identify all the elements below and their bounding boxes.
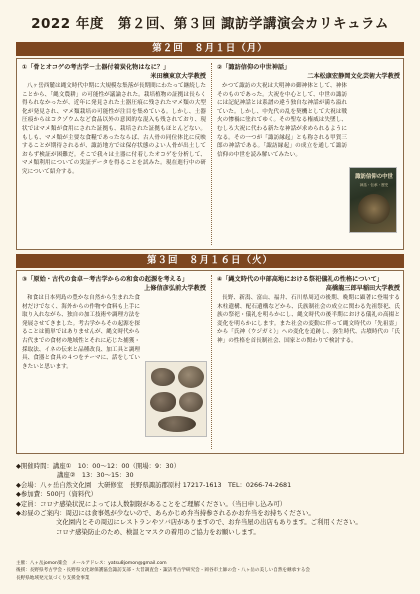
lecture-3-heading: ③「原始・古代の食卓－考古学からの和食の起源を考える」	[22, 276, 189, 283]
artifact-item-2	[178, 366, 204, 388]
artifact-photo	[145, 361, 207, 437]
session2-banner: 第２回 ８月１日（月）	[16, 42, 404, 56]
session2-box	[16, 58, 404, 250]
artifact-item-3	[150, 392, 176, 412]
session2-divider	[211, 63, 212, 245]
book-cover-image	[349, 167, 397, 233]
lecture-2-body: かつて諏訪の大祝は大明神の御神体として、神体そのものであった。大祝を中心として、中世の諏訪には記紀神話とは系譜の違う独自な神話が満ち溢れていた。しかし、中先代の乱を契機として大祝は戦火の惨禍に塗れてゆく。その聖なる権威は失墜し、むしろ大祝に代わる新たな神話が求められるようになる。その一つが「諏訪縁起」とも称される甲賀三郎の神話である。「諏訪縁起」の成立を通して諏訪信仰の中世を読み解いてみたい。	[217, 83, 347, 158]
info-venue: ◆会場：八ヶ岳自然文化園 大研修室 長野県諏訪郡原村 17217-1613 TEL：0266-74-2681	[16, 480, 292, 489]
artifact-item-4	[179, 392, 203, 412]
artifact-item-5	[158, 416, 196, 432]
footer-sponsors: 後援：長野県考古学会・長野県文化財保護協会諏訪支部・大昔調査会・諏訪考古学研究会・岡谷市土師の会・八ヶ岳の美しい自然を継承する会	[16, 568, 311, 574]
lecture-2-heading: ②「諏訪信仰の中世神話」	[217, 64, 291, 71]
lecture-1	[22, 63, 206, 177]
session3-divider	[211, 275, 212, 449]
lecture-2	[217, 63, 400, 159]
book-cover-subtitle: 神話・伝承・歴史	[359, 183, 389, 187]
lecture-4-body: 長野、新潟、富山、福井、石川県周辺の後期、晩期に顕著に登場する木柱遺構、配石遺構などから、氏族制社会の成立に関わる先祖祭祀、氏族の祭祀・儀礼を明らかにし、縄文時代の後半期における儀礼の高揚と変化を明らかにします。また社会の変動に伴って縄文時代の「先祖霊」から「氏神（ウジガミ）」への変化を追跡し、弥生時代、古墳時代の「氏神」の性格を首長制社会、国家との関わりで検討する。	[217, 295, 400, 344]
lecture-2-speaker: 二本松康宏静岡文化芸術大学教授	[307, 73, 400, 80]
session3-box	[16, 270, 404, 454]
info-time-1: ◆開催時間：講座① 10：00～12：00（開場：9：30）	[16, 462, 181, 470]
footer	[16, 560, 404, 582]
artifact-item-1	[151, 368, 175, 386]
lecture-4-speaker: 高橋龍三郎早稲田大学教授	[325, 285, 400, 292]
book-cover-figure	[358, 194, 390, 224]
footer-support: 長野県地域発元気づくり支援金事業	[16, 575, 90, 581]
info-lunch-2: 文化園内とその周辺にレストランやソバ店がありますので、お弁当屋の出店もあります。ご利用ください。	[56, 518, 362, 527]
page-title: 2022 年度 第２回、第３回 諏訪学講演会カリキュラム	[31, 16, 389, 32]
info-capacity: ◆定員：コロナ感染状況によっては人数制限があることをご理解ください。（当日申し込み可）	[16, 499, 287, 508]
session3-banner: 第３回 ８月１６日（火）	[16, 254, 404, 268]
lecture-4-heading: ④「縄文時代の中部高地における祭祀儀礼の性格について」	[217, 276, 383, 283]
book-cover-title: 諏訪信仰の中世	[355, 174, 393, 180]
footer-organizer: 主催：八ヶ岳jomon楽会 メールアドレス：yatsu8jomon@gmail.com	[16, 561, 167, 566]
info-time-2: 講座② 13：30～15：30	[57, 471, 134, 480]
lecture-3	[22, 275, 206, 371]
info-lunch: ◆お昼のご案内：周辺には食事処が少ないので、あらかじめ弁当持参されるかお弁当をお持ちください。	[16, 509, 315, 518]
event-info	[16, 462, 404, 537]
info-fee: ◆参加費：500円（資料代）	[16, 490, 98, 499]
lecture-1-heading: ①「骨とオコゲの考古学－土器付着炭化物はなに？」	[22, 64, 170, 71]
lecture-4	[217, 275, 400, 346]
lecture-3-speaker: 上條信彦弘前大学教授	[144, 285, 206, 292]
lecture-1-speaker: 米田穣東京大学教授	[150, 73, 206, 80]
lecture-1-body: 八ヶ岳西麓は縄文時代中期に大規模な集落が長期間にわたって継続したことから、「縄文農耕」の可能性が議論された。栽培植物の証拠は長らく得られなかったが、近年に発見された土器圧痕に残されたマメ類の大型化が発見され、マメ類栽培の可能性が注目を集めている。しかし、土器圧痕からはコクゾウムなど食品以外の意図的な混入も残されており、現状ではマメ類が食用にされた証拠も、栽培された証拠もほとんどない。もしも、マメ類が主要な食糧であったならば、古人骨の同位体比に反映することが期待されるが、諏訪地方では保存状態のよい人骨が出土しておらず検証が困難だ。そこで我々は土器に付着したオコゲを分析して、マメ類利用についての実証データを得ることを試みた。現在進行中の研究について紹介する。	[22, 83, 207, 175]
info-covid: コロナ感染防止のため、検温とマスクの着用のご協力をお願いします。	[56, 527, 260, 536]
lecture-3-body: 和食は日本列島の豊かな自然から生まれた食材だけでなく、海外からの作物や食料も上手に取り入れながら、独自の加工技術や調理方法を発展させてきました。考古学からその起源を探ることは簡単ではありませんが、縄文時代から古代までの食材の地域性とそれに応じた捕獲・採取法、イネの伝来と品種改良、加工具と調理具、食器と食具の４つをテーマに、話をしていきたいと思います。	[22, 295, 140, 370]
